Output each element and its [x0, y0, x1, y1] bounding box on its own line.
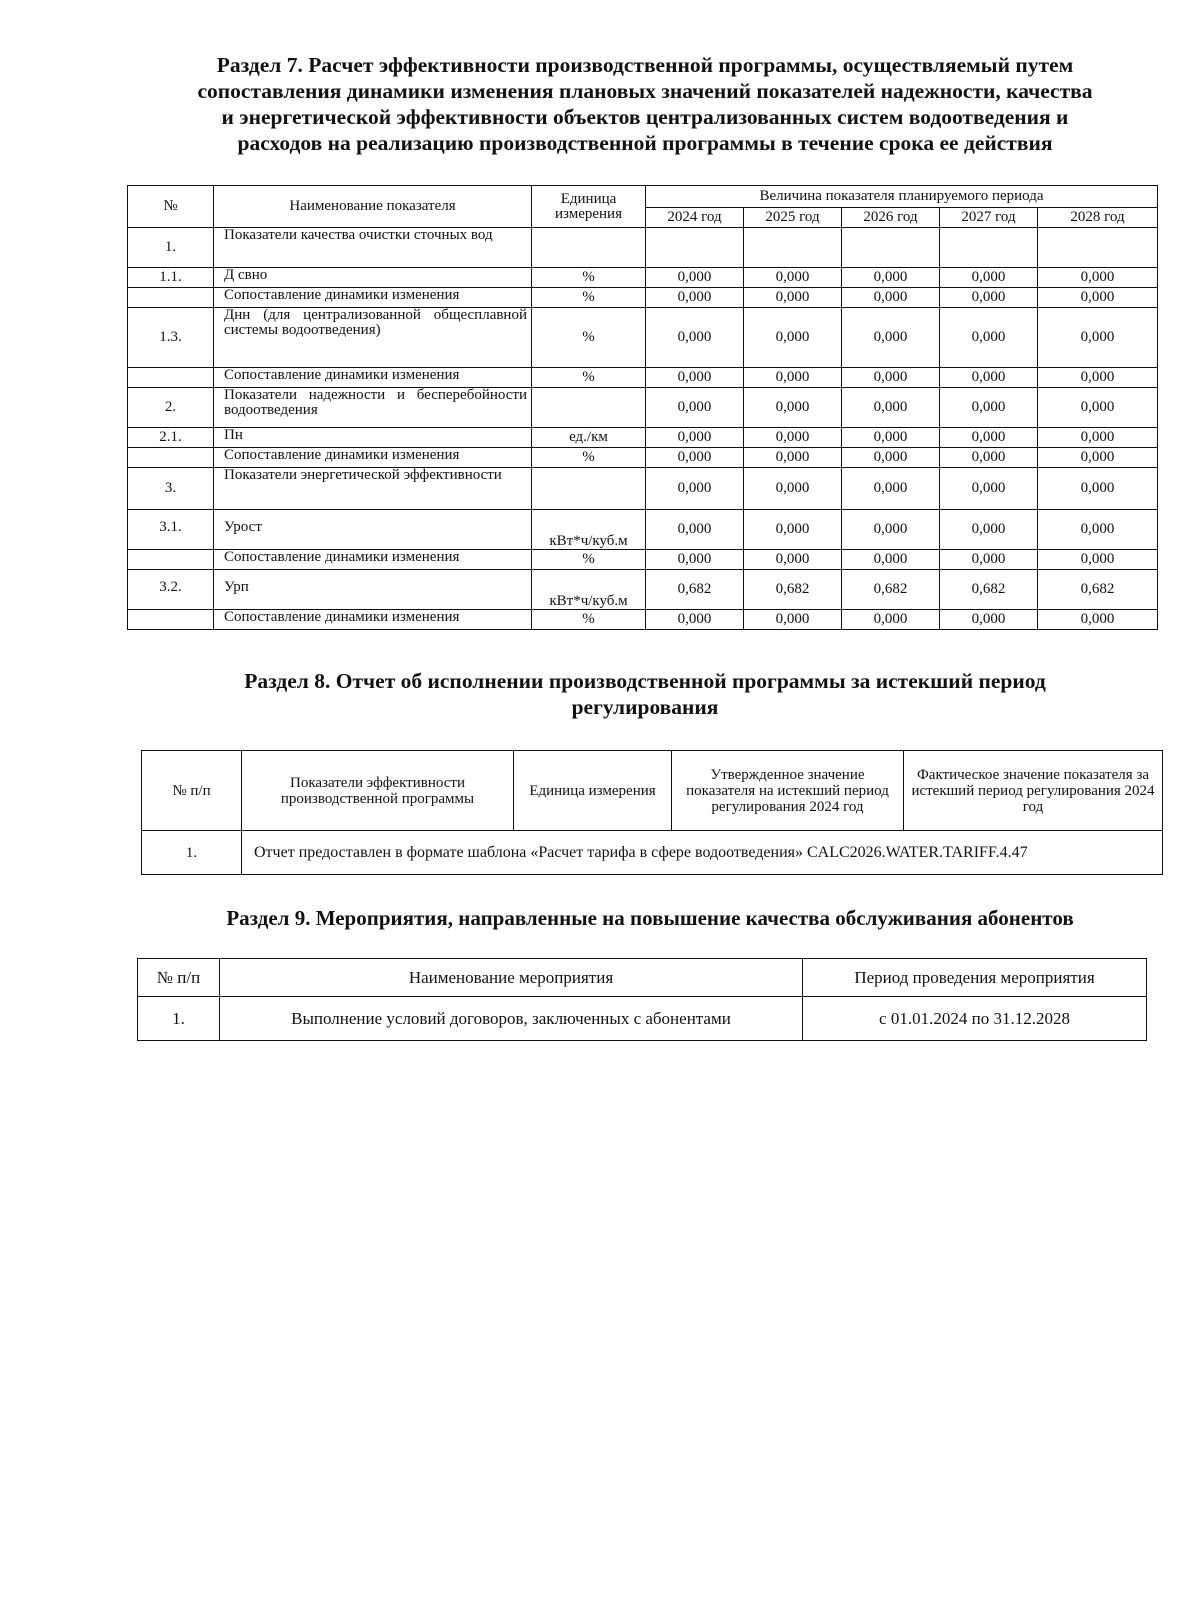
- row-value: 0,000: [646, 308, 744, 368]
- table-row: [128, 308, 1158, 368]
- header-year: 2027 год: [940, 208, 1038, 228]
- row-num: 2.: [128, 388, 214, 428]
- table-row: [128, 228, 1158, 268]
- row-name: Сопоставление динамики изменения: [214, 288, 532, 308]
- row-unit: %: [532, 268, 646, 288]
- row-name: Сопоставление динамики изменения: [214, 368, 532, 388]
- row-value: 0,682: [842, 570, 940, 610]
- row-value: 0,000: [842, 428, 940, 448]
- row-value: 0,000: [940, 428, 1038, 448]
- row-unit: %: [532, 550, 646, 570]
- row-value: [744, 228, 842, 268]
- row-value: 0,000: [940, 468, 1038, 510]
- row-value: 0,000: [940, 388, 1038, 428]
- row-value: 0,000: [842, 510, 940, 550]
- row-value: 0,000: [744, 368, 842, 388]
- row-name: Показатели надежности и бесперебойности водоотведения: [214, 388, 532, 428]
- row-name: Урост: [214, 510, 532, 550]
- header-name: Наименование показателя: [214, 186, 532, 228]
- row-value: 0,000: [744, 448, 842, 468]
- row-num: [128, 448, 214, 468]
- header-actual: Фактическое значение показателя за истекший период регулирования 2024 год: [904, 751, 1163, 831]
- row-value: 0,000: [646, 428, 744, 448]
- row-period: с 01.01.2024 по 31.12.2028: [803, 997, 1147, 1041]
- header-name: Наименование мероприятия: [220, 959, 803, 997]
- row-unit: [532, 228, 646, 268]
- row-value: 0,682: [646, 570, 744, 610]
- row-value: 0,000: [744, 268, 842, 288]
- row-value: 0,000: [842, 610, 940, 630]
- section7-table: [127, 185, 1158, 630]
- row-value: 0,000: [744, 550, 842, 570]
- section9-title: Раздел 9. Мероприятия, направленные на повышение качества обслуживания абонентов: [226, 906, 1074, 930]
- row-value: 0,000: [842, 388, 940, 428]
- row-num: 1.3.: [128, 308, 214, 368]
- header-unit: Единица измерения: [514, 751, 672, 831]
- row-value: 0,000: [744, 288, 842, 308]
- row-value: 0,000: [744, 468, 842, 510]
- row-value: 0,000: [940, 308, 1038, 368]
- row-value: 0,000: [842, 308, 940, 368]
- row-name: Днн (для централизованной общесплавной системы водоотведения): [214, 308, 532, 368]
- row-value: 0,000: [646, 288, 744, 308]
- table-row: [128, 570, 1158, 610]
- row-value: 0,000: [1038, 428, 1158, 448]
- row-value: 0,000: [1038, 448, 1158, 468]
- header-unit: Единица измерения: [532, 186, 646, 228]
- row-unit: кВт*ч/куб.м: [532, 570, 646, 610]
- row-value: 0,000: [842, 268, 940, 288]
- row-value: 0,000: [646, 610, 744, 630]
- row-value: 0,682: [744, 570, 842, 610]
- table-row: [128, 550, 1158, 570]
- table-row: [128, 288, 1158, 308]
- row-num: 2.1.: [128, 428, 214, 448]
- header-num: № п/п: [142, 751, 242, 831]
- row-value: 0,000: [1038, 550, 1158, 570]
- table-header-row: [138, 959, 1147, 997]
- row-unit: %: [532, 308, 646, 368]
- row-num: 1.1.: [128, 268, 214, 288]
- row-num: 1.: [142, 831, 242, 875]
- header-num: № п/п: [138, 959, 220, 997]
- row-value: 0,000: [1038, 510, 1158, 550]
- row-value: [646, 228, 744, 268]
- row-value: 0,000: [1038, 368, 1158, 388]
- row-value: 0,000: [646, 468, 744, 510]
- row-name: Сопоставление динамики изменения: [214, 550, 532, 570]
- section9-table: [137, 958, 1147, 1041]
- table-row: [138, 997, 1147, 1041]
- row-unit: %: [532, 288, 646, 308]
- header-period: Величина показателя планируемого периода: [646, 186, 1158, 208]
- row-value: 0,000: [744, 610, 842, 630]
- row-value: 0,000: [940, 368, 1038, 388]
- table-row: [142, 831, 1163, 875]
- row-value: 0,000: [646, 448, 744, 468]
- row-value: 0,000: [940, 510, 1038, 550]
- row-value: 0,000: [842, 448, 940, 468]
- row-value: 0,000: [1038, 288, 1158, 308]
- row-unit: кВт*ч/куб.м: [532, 510, 646, 550]
- row-name: Сопоставление динамики изменения: [214, 610, 532, 630]
- row-value: 0,000: [646, 510, 744, 550]
- row-value: 0,000: [1038, 268, 1158, 288]
- row-value: 0,000: [940, 288, 1038, 308]
- row-name: Д свно: [214, 268, 532, 288]
- row-unit: %: [532, 610, 646, 630]
- header-period: Период проведения мероприятия: [803, 959, 1147, 997]
- row-num: 3.1.: [128, 510, 214, 550]
- row-value: 0,000: [744, 510, 842, 550]
- section8-title: Раздел 8. Отчет об исполнении производственной программы за истекший период регулирования: [244, 669, 1046, 719]
- row-value: 0,000: [646, 268, 744, 288]
- row-value: 0,000: [940, 610, 1038, 630]
- header-approved: Утвержденное значение показателя на истекший период регулирования 2024 год: [672, 751, 904, 831]
- row-name: Сопоставление динамики изменения: [214, 448, 532, 468]
- row-num: [128, 368, 214, 388]
- row-value: [1038, 228, 1158, 268]
- table-header-row: [142, 751, 1163, 831]
- section8-table: [141, 750, 1163, 875]
- row-value: 0,000: [744, 428, 842, 448]
- row-value: 0,000: [842, 468, 940, 510]
- row-value: 0,000: [842, 550, 940, 570]
- row-value: 0,000: [1038, 308, 1158, 368]
- row-num: 3.2.: [128, 570, 214, 610]
- table-row: [128, 428, 1158, 448]
- header-num: №: [128, 186, 214, 228]
- row-name: Показатели энергетической эффективности: [214, 468, 532, 510]
- row-name: Пн: [214, 428, 532, 448]
- row-value: 0,000: [646, 550, 744, 570]
- row-value: 0,000: [744, 388, 842, 428]
- row-name: Выполнение условий договоров, заключенных с абонентами: [220, 997, 803, 1041]
- table-row: [128, 610, 1158, 630]
- table-row: [128, 268, 1158, 288]
- row-name: Показатели качества очистки сточных вод: [214, 228, 532, 268]
- row-unit: [532, 388, 646, 428]
- table-row: [128, 448, 1158, 468]
- row-value: 0,000: [842, 288, 940, 308]
- row-unit: %: [532, 368, 646, 388]
- row-num: [128, 288, 214, 308]
- row-value: 0,682: [940, 570, 1038, 610]
- row-value: 0,000: [1038, 468, 1158, 510]
- row-value: 0,000: [744, 308, 842, 368]
- header-year: 2024 год: [646, 208, 744, 228]
- row-value: 0,000: [940, 268, 1038, 288]
- row-value: [842, 228, 940, 268]
- row-value: [940, 228, 1038, 268]
- row-num: [128, 550, 214, 570]
- row-name: Урп: [214, 570, 532, 610]
- table-row: [128, 368, 1158, 388]
- row-unit: %: [532, 448, 646, 468]
- row-value: 0,000: [1038, 388, 1158, 428]
- row-unit: ед./км: [532, 428, 646, 448]
- header-year: 2025 год: [744, 208, 842, 228]
- table-row: [128, 510, 1158, 550]
- table-row: [128, 468, 1158, 510]
- header-year: 2026 год: [842, 208, 940, 228]
- row-value: 0,000: [646, 388, 744, 428]
- row-value: 0,000: [646, 368, 744, 388]
- row-report-note: Отчет предоставлен в формате шаблона «Расчет тарифа в сфере водоотведения» CALC2026.WATER.TARIFF.4.47: [242, 831, 1163, 875]
- section7-title: Раздел 7. Расчет эффективности производственной программы, осуществляемый путем сопоставления динамики изменения плановых значений показателей надежности, качества и энергетической эффективности объектов централизованных систем водоотведения и расходов на реализацию производственной программы в течение срока ее действия: [197, 53, 1093, 155]
- header-indicator: Показатели эффективности производственной программы: [242, 751, 514, 831]
- row-value: 0,000: [940, 550, 1038, 570]
- row-value: 0,000: [940, 448, 1038, 468]
- table-row: [128, 388, 1158, 428]
- row-unit: [532, 468, 646, 510]
- row-value: 0,682: [1038, 570, 1158, 610]
- row-num: 3.: [128, 468, 214, 510]
- row-value: 0,000: [842, 368, 940, 388]
- row-num: [128, 610, 214, 630]
- row-num: 1.: [128, 228, 214, 268]
- header-year: 2028 год: [1038, 208, 1158, 228]
- row-num: 1.: [138, 997, 220, 1041]
- row-value: 0,000: [1038, 610, 1158, 630]
